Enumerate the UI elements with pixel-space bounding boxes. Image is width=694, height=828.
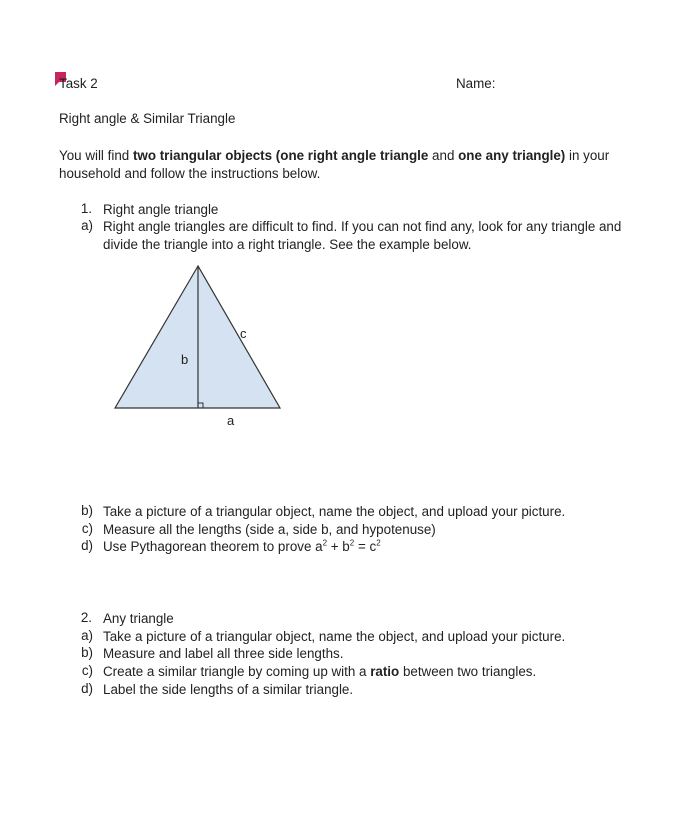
section1-title: Right angle triangle (103, 202, 219, 217)
section2-a-marker: a) (81, 628, 93, 643)
exponent-c: 2 (376, 538, 381, 548)
section1-d-text (103, 538, 643, 556)
section2-c-marker: c) (81, 663, 93, 678)
label-c: c (240, 326, 247, 341)
section1-a-text: Right angle triangles are difficult to find. If you can not find any, look for any triangle and divide the triangle into a right triangle. See the example below. (103, 219, 622, 252)
intro-bold-2: one any triangle) (458, 148, 566, 163)
section2-c-text (103, 663, 643, 681)
section1-b-marker: b) (81, 503, 93, 518)
pythagoras-equals: = c (354, 539, 377, 554)
section2-number: 2. (80, 610, 92, 625)
worksheet-subtitle: Right angle & Similar Triangle (59, 111, 236, 126)
intro-text-1: You will find (59, 148, 133, 163)
intro-text-3: in your household and follow the instructions below. (59, 148, 610, 181)
task-title: Task 2 (59, 76, 98, 91)
ratio-text-post: between two triangles. (399, 664, 537, 679)
section1-b-text: Take a picture of a triangular object, name the object, and upload your picture. (103, 504, 566, 519)
section2-title: Any triangle (103, 611, 174, 626)
intro-paragraph (59, 147, 639, 183)
section2-d-text: Label the side lengths of a similar triangle. (103, 682, 354, 697)
intro-bold-1: two triangular objects (one right angle triangle (132, 148, 429, 163)
exponent-a: 2 (322, 538, 328, 548)
section1-c-text: Measure all the lengths (side a, side b, and hypotenuse) (103, 522, 436, 537)
section1-d-marker: d) (81, 538, 93, 553)
section2-d-marker: d) (81, 681, 93, 696)
section2-b-text: Measure and label all three side lengths. (103, 646, 344, 661)
ratio-bold: ratio (370, 664, 400, 679)
intro-text-2: and (428, 148, 459, 163)
section1-c-marker: c) (81, 521, 93, 536)
pythagoras-text: Use Pythagorean theorem to prove a (103, 539, 323, 554)
right-triangle-figure (105, 258, 305, 438)
section1-a-marker: a) (81, 218, 93, 233)
section1-number: 1. (80, 201, 92, 216)
label-b: b (181, 352, 189, 367)
section2-a-text: Take a picture of a triangular object, name the object, and upload your picture. (103, 629, 566, 644)
exponent-b: 2 (349, 538, 355, 548)
section2-b-marker: b) (81, 645, 93, 660)
name-label: Name: (456, 76, 496, 91)
label-a: a (227, 413, 235, 428)
ratio-text-pre: Create a similar triangle by coming up with a (103, 664, 371, 679)
pythagoras-plus: + b (327, 539, 350, 554)
